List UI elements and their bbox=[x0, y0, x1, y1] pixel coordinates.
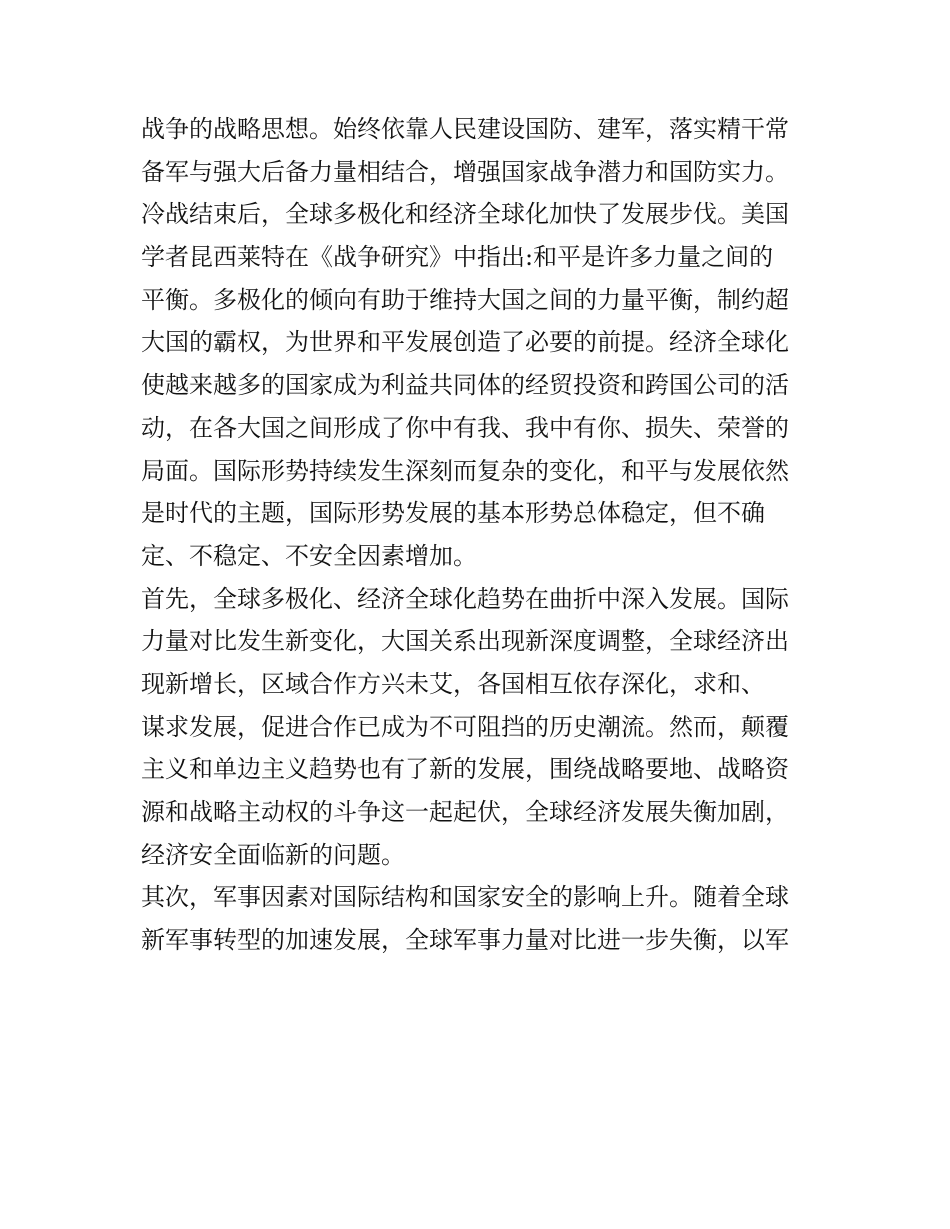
paragraph-4 bbox=[141, 876, 821, 961]
text-line: 谋求发展，促进合作已成为不可阻挡的历史潮流。然而，颠覆 bbox=[141, 712, 789, 741]
text-line: 其次，军事因素对国际结构和国家安全的影响上升。随着全球 bbox=[141, 883, 789, 912]
paragraph-2 bbox=[141, 193, 821, 577]
text-line: 源和战略主动权的斗争这一起起伏，全球经济发展失衡加剧， bbox=[141, 798, 789, 826]
document-body bbox=[141, 108, 821, 962]
text-line: 首先，全球多极化、经济全球化趋势在曲折中深入发展。国际 bbox=[141, 584, 789, 613]
text-line: 冷战结束后，全球多极化和经济全球化加快了发展步伐。美国 bbox=[141, 200, 789, 229]
text-line: 主义和单边主义趋势也有了新的发展，围绕战略要地、战略资 bbox=[141, 755, 789, 784]
text-line: 战争的战略思想。始终依靠人民建设国防、建军，落实精干常 bbox=[141, 115, 789, 143]
text-line: 经济安全面临新的问题。 bbox=[141, 840, 405, 869]
text-line: 定、不稳定、不安全因素增加。 bbox=[141, 541, 477, 570]
text-line: 备军与强大后备力量相结合，增强国家战争潜力和国防实力。 bbox=[141, 157, 789, 186]
text-line: 现新增长，区域合作方兴未艾，各国相互依存深化，求和、 bbox=[141, 669, 765, 698]
text-line: 学者昆西莱特在《战争研究》中指出:和平是许多力量之间的 bbox=[141, 243, 774, 272]
paragraph-3 bbox=[141, 578, 821, 877]
text-line: 新军事转型的加速发展，全球军事力量对比进一步失衡，以军 bbox=[141, 926, 789, 955]
text-line: 大国的霸权，为世界和平发展创造了必要的前提。经济全球化 bbox=[141, 328, 789, 357]
text-line: 使越来越多的国家成为利益共同体的经贸投资和跨国公司的活 bbox=[141, 371, 789, 400]
text-line: 力量对比发生新变化，大国关系出现新深度调整，全球经济出 bbox=[141, 627, 789, 656]
paragraph-1 bbox=[141, 108, 821, 193]
text-line: 是时代的主题，国际形势发展的基本形势总体稳定，但不确 bbox=[141, 499, 765, 528]
text-line: 局面。国际形势持续发生深刻而复杂的变化，和平与发展依然 bbox=[141, 456, 789, 485]
text-line: 动，在各大国之间形成了你中有我、我中有你、损失、荣誉的 bbox=[141, 413, 789, 442]
text-line: 平衡。多极化的倾向有助于维持大国之间的力量平衡，制约超 bbox=[141, 285, 789, 314]
